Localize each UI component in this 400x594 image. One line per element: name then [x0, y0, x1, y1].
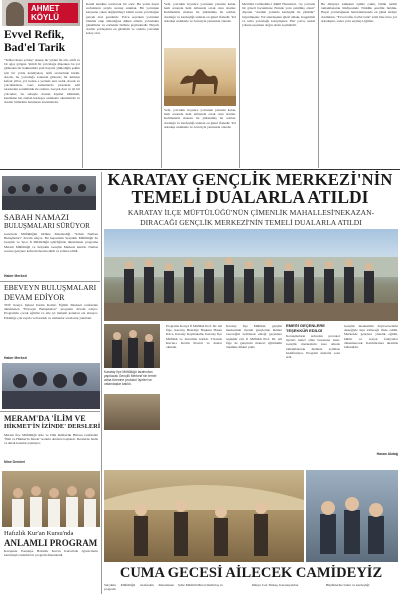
sabah-namazi-photo — [2, 176, 96, 210]
meram-title-line2: HİKMET'İN İZİNDE' DERSLERİ — [4, 423, 100, 430]
main-headline — [100, 171, 400, 206]
sabah-body: Gençlerle Müftülüğün birlikte düzenlediği "Sabah Namazı Buluşmaları" devam ediyor. Bu kapsamda Selçuklu Müftülüğü ile Gençlik ve Spor İl Müdürlüğü işbirliğinde düzenlenen programa Meram Müftülüğü ve Selçuklu Gençlik Merkezi katıldı. Namaz sonrası gençlere kahvaltı ikram edildi ve sohbet edildi. — [4, 232, 98, 253]
columnist-name-first: AHMET — [31, 4, 60, 13]
family-mosque-icon — [104, 470, 304, 562]
sabah-byline: Haber Merkezi — [4, 274, 27, 278]
center-column-4: Gençlik merkezinin hayırseverlerin desteğiyle inşa edileceği ifade edildi. Merkezde gençlere yönelik eğitim, kültür ve sosyal faaliyetler düzenlenecek. Katılımcılara ikramda bulunuldu. — [344, 324, 398, 350]
columnist-name-box — [28, 3, 78, 23]
hafizlik-title-line1: Hafızlık Kur'an Kursu'nda — [4, 530, 74, 537]
ebeveyn-title-line2: DEVAM EDİYOR — [4, 292, 65, 302]
opinion-body: "Tebbet ikaus yoldaş" deneıp bir yıldan bir ellı, emfi ve bir ağaç gölgesi. Şimdi bir yolculuğa düşerken bu yol gitmeden bir hakkındaki yeni hayatta yüklediğin şeklin için bir yolda kendiyelen, tarih sevincinde bizim. Ancak, bu yolculuğa sonunda gidecek; bir kılmayı kafeni yıllar, yol beden e yerinde size sadık olacak ve yolculukların. Geri zamanlarda pırasında edil tarasından sorumluluk ile onların. Gerçek dost ve iyi bir yolcudur; bu sebeple dostun kıymet bilinmeli, kendisine her zaman kardeşçe sadakatte olunmalıdır ve dostlar birbirinin hatırlarını korumalıdır. — [4, 58, 80, 105]
ebeveyn-body: TDV Konya Şubesi Kadın Kolları Eğitim Merkezi tarafından düzenlenen "Ebeveyn Buluşmaları" programı devam ediyor. Programda çocuk eğitimi ve aile içi iletişim konuları ele alınıyor. Etkinliğe çok sayıda veli katıldı ve uzmanlar sorularını yanıtladı. — [4, 303, 98, 320]
opinion-column-4: Mevlânâ Celâleddin-i Rûmî Hazretleri, "ey yolcuda bir gözeli bacunmuze Eninde yolu çekilmiş olsun" diyerek "dostluk yolunda kardeşlik ile yürünür" buyurmuştur. Yol arkadaşının güzel ahlakı, hoşgörüsü ve sabrı yolculuğu kolaylaştırır. Her yolcu, kendi yolunu seçerken doğru dostu seçmelidir. — [242, 2, 315, 28]
bottom-column-2: Şube Müdürü Murat Demirtaş ve — [178, 583, 224, 587]
ceremony-crowd-icon — [104, 229, 398, 321]
ebeveyn-byline: Haber Merkezi — [4, 356, 27, 360]
center-byline: Hasan Akdağ — [376, 452, 398, 456]
subheadline-line1: KARATAY İLÇE MÜFTÜLÜĞÜ'NÜN ÇİMENLİK MAHALLESİ'NEKAZAN- — [127, 208, 375, 217]
main-headline-line2: TEMELİ DUALARLA ATILDI — [131, 187, 369, 206]
meram-body: Meram İlçe Müftülüğü Aile ve Dini Rehberlik Bürosu tarafından "İlim ve Hikmet'in İzinde" konulu derslere başlandı. Derslerde hadis ve ahlak konuları işleniyor. — [4, 433, 98, 446]
divider-h-left1 — [0, 281, 100, 282]
hafizlik-photo — [2, 471, 100, 527]
columnist-name-last: KÖYLÜ — [31, 13, 59, 22]
children-icon — [306, 470, 398, 562]
columnist-portrait — [6, 2, 24, 26]
sabah-title-line2: BULUŞMALARI SÜRÜYOR — [4, 222, 90, 230]
center-column-1: Programa Konya İl Müftüsü Prof. Dr. Ali Öge, Karatay Belediye Başkanı Hasan Kılca, Karatay Kaymakamı, Karatay İlçe Müftüsü ve davetliler katıldı. Törende Kur'an-ı Kerim tilaveti ve dualar okundu. — [166, 324, 222, 350]
ebeveyn-photo — [2, 363, 100, 409]
ground-breaking-photo — [104, 229, 398, 321]
bottom-column-1: Selçuklu Müftülüğü tarafından düzenlenen program — [104, 583, 174, 592]
hafizlik-title — [4, 530, 100, 548]
divider-v2 — [161, 0, 162, 168]
center-column-2: Karatay İlçe Müftüsü, gençlik merkezinin ilçenin gençlerine hizmet vereceğini belirterek emeği geçenlere teşekkür etti. İl Müftüsü Prof. Dr. Ali Öge de gençlerin manevi eğitiminin önemine dikkat çekti. — [226, 324, 282, 350]
children-mosque-photo — [306, 470, 398, 562]
center-small-photo — [104, 394, 160, 430]
opinion-title — [4, 29, 82, 55]
sabah-title-line1: SABAH NAMAZI — [4, 213, 69, 222]
subheadline — [104, 208, 398, 227]
divider-v1 — [82, 0, 83, 168]
crowd-icon — [2, 176, 96, 210]
bottom-headline: CUMA GECESİ AİLECEK CAMİDEYİZ — [119, 565, 383, 581]
opinion-column-3-cont: Vefa, yolculuk boyunca yolcunun yanında kalan, hem acısında hem tatlısında ortak olan dosttur. Kelimelerin manası ile yüklenmiş bu sohbet, dostluğu ve kardeşliği anlatan en güzel ifadedir. Yol arkadaşı sadakatle ve özveriyle yanınızda olandır. — [164, 108, 236, 129]
divider-h-top — [0, 169, 400, 170]
women-group-icon — [2, 363, 100, 409]
camel-desert-photo — [164, 48, 236, 106]
divider-h-left2 — [0, 411, 100, 412]
bottom-column-4: Büyüklerine bahar ve kardeşliği — [326, 583, 370, 587]
opinion-column-3: Vefa, yolculuk boyunca yolcunun yanında kalan, hem acısında hem tatlısında ortak olan dosttur. Kelimelerin manası ile yüklenmiş bu sohbet, dostluğu ve kardeşliği anlatan en güzel ifadedir. Yol arkadaşı sadakatle ve özveriyle yanınızda olandır. — [164, 2, 236, 23]
meram-byline: Mine Demirel — [4, 460, 26, 464]
main-headline-line1: KARATAY GENÇLİK MERKEZİ'NİN — [107, 171, 393, 189]
ebeveyn-title-line1: EBEVEYN BULUŞMALARI — [4, 284, 97, 292]
ceremony-detail-photo — [104, 324, 160, 368]
people-icon — [104, 324, 160, 368]
mosque-interior-photo — [104, 470, 304, 562]
divider-v3 — [239, 0, 240, 168]
center-caption: Karatay İlçe Müftülüğü tarafından yapılacak Gençlik Merkezi'nin temel atma törenine protokol üyeleri ve vatandaşlar katıldı. — [104, 370, 157, 386]
opinion-title-line2: Bad'el Tarik — [4, 42, 66, 54]
hafizlik-title-line2: ANLAMLI PROGRAM — [4, 538, 98, 548]
divider-v-main — [101, 172, 102, 594]
opinion-column-2: Kendi kendine sorulacak bir soru: Bu yolda hayat zorlukların sırıyla uzanıp sunmak. Bir yolcunun karşısına çıkan değiştirmeyi bizim sorun yolculuğun gerçek dost gerektirir. Yolcu seçerken yolcunun bizimle olup olmadığına dikkat etmeli, yolculukta güzellikler ve zorluklar birlikte geçmektedir. Hayırlı dostlar yoldaşların en güzelidir ve onlarla yolculuk kolay olur. — [86, 2, 159, 36]
opinion-title-line1: Evvel Refik, — [4, 29, 65, 41]
hafizlik-body: Karapınar Esentepe Hafızlık Kur'an Kursu'nda öğrencilerin katılımıyla anlamlı bir program düzenlendi. — [4, 549, 98, 558]
meram-title-line1: MERAM'DA 'İLİM VE — [4, 414, 86, 423]
bottom-column-3: Dünya Can Türkeş, Karanayından — [252, 583, 299, 587]
columnist-photo — [2, 0, 80, 26]
subheadline-line2: DIRACAĞI GENÇLİK MERKEZİ'NİN TEMELİ DUALARLA ATILDI — [140, 217, 362, 227]
ebeveyn-title — [4, 284, 100, 302]
center-column-3: Konuşmaların ardından protokol üyeleri temel atma butonuna bastı. Gençlik merkezinin kısa sürede tamamlanarak hizmete açılması hedefleniyor. Program dualarla sona erdi. — [286, 334, 340, 360]
students-icon — [2, 471, 100, 527]
divider-v4 — [318, 0, 319, 168]
sabah-title — [4, 213, 98, 230]
meram-title — [4, 414, 100, 431]
camel-icon — [164, 48, 236, 106]
center-col3-heading: EMEĞİ GEÇENLERE TEŞEKKÜR EDİLDİ — [286, 324, 325, 333]
opinion-column-5: Bu dünyaya sahipken işimiz çoklu, bütün terimi tamamlanarak hikâyesinde Türklük şerefini bulduk. Hayat yolculuğunun hatırlanmasında en güzel hediye dostluktur. "Evvel refik, bad'el tarik" sözü bize önce yol arkadaşını, sonra yolu seçmeyi öğütler. — [321, 2, 397, 23]
